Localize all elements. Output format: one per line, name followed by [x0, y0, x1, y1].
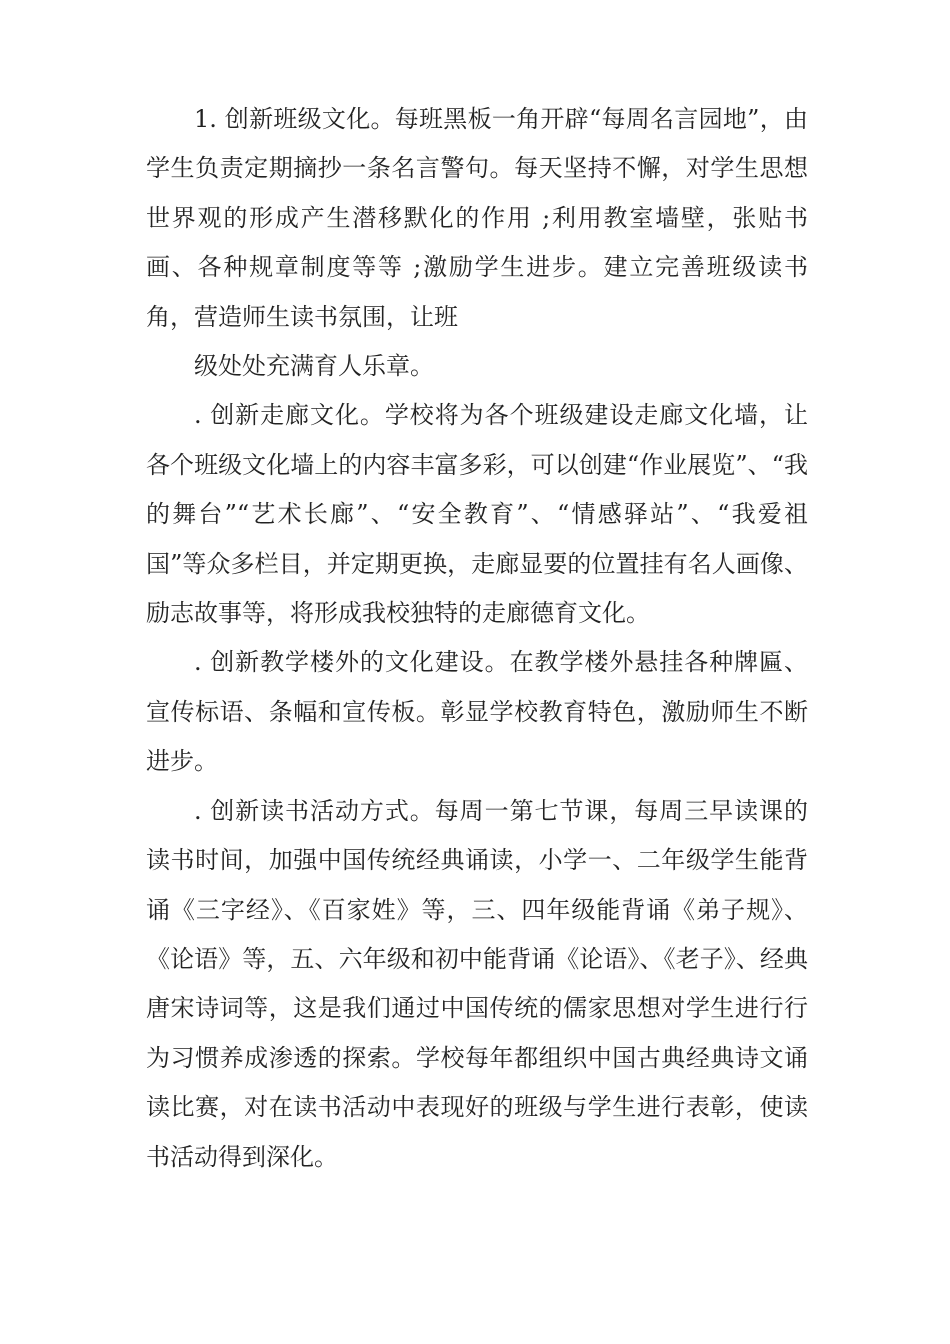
- paragraph-reading-activities: . 创新读书活动方式。每周一第七节课，每周三早读课的读书时间，加强中国传统经典诵读，小学一、二年级学生能背诵《三字经》、《百家姓》等，三、四年级能背诵《弟子规》、《论语》等，五、六年级和初中能背诵《论语》、《老子》、经典唐宋诗词等，这是我们通过中国传统的儒家思想对学生进行行为习惯养成渗透的探索。学校每年都组织中国古典经典诗文诵读比赛，对在读书活动中表现好的班级与学生进行表彰，使读书活动得到深化。: [146, 796, 808, 1171]
- paragraph-corridor-culture: . 创新走廊文化。学校将为各个班级建设走廊文化墙，让各个班级文化墙上的内容丰富多彩，可以创建“作业展览”、“我的舞台”“艺术长廊”、“安全教育”、“情感驿站”、“我爱祖国”等众多栏目，并定期更换，走廊显要的位置挂有名人画像、励志故事等，将形成我校独特的走廊德育文化。: [146, 401, 808, 628]
- paragraph-building-exterior-culture: . 创新教学楼外的文化建设。在教学楼外悬挂各种牌匾、宣传标语、条幅和宣传板。彰显学校教育特色，激励师生不断进步。: [146, 648, 808, 776]
- document-body: [146, 95, 808, 1182]
- paragraph-class-culture: 1. 创新班级文化。每班黑板一角开辟“每周名言园地”，由学生负责定期摘抄一条名言警句。每天坚持不懈，对学生思想世界观的形成产生潜移默化的作用 ;利用教室墙壁，张贴书画、各种规章制度等等 ;激励学生进步。建立完善班级读书角，营造师生读书氛围，让班: [146, 105, 808, 331]
- paragraph-class-culture-continued: 级处处充满育人乐章。: [194, 352, 434, 381]
